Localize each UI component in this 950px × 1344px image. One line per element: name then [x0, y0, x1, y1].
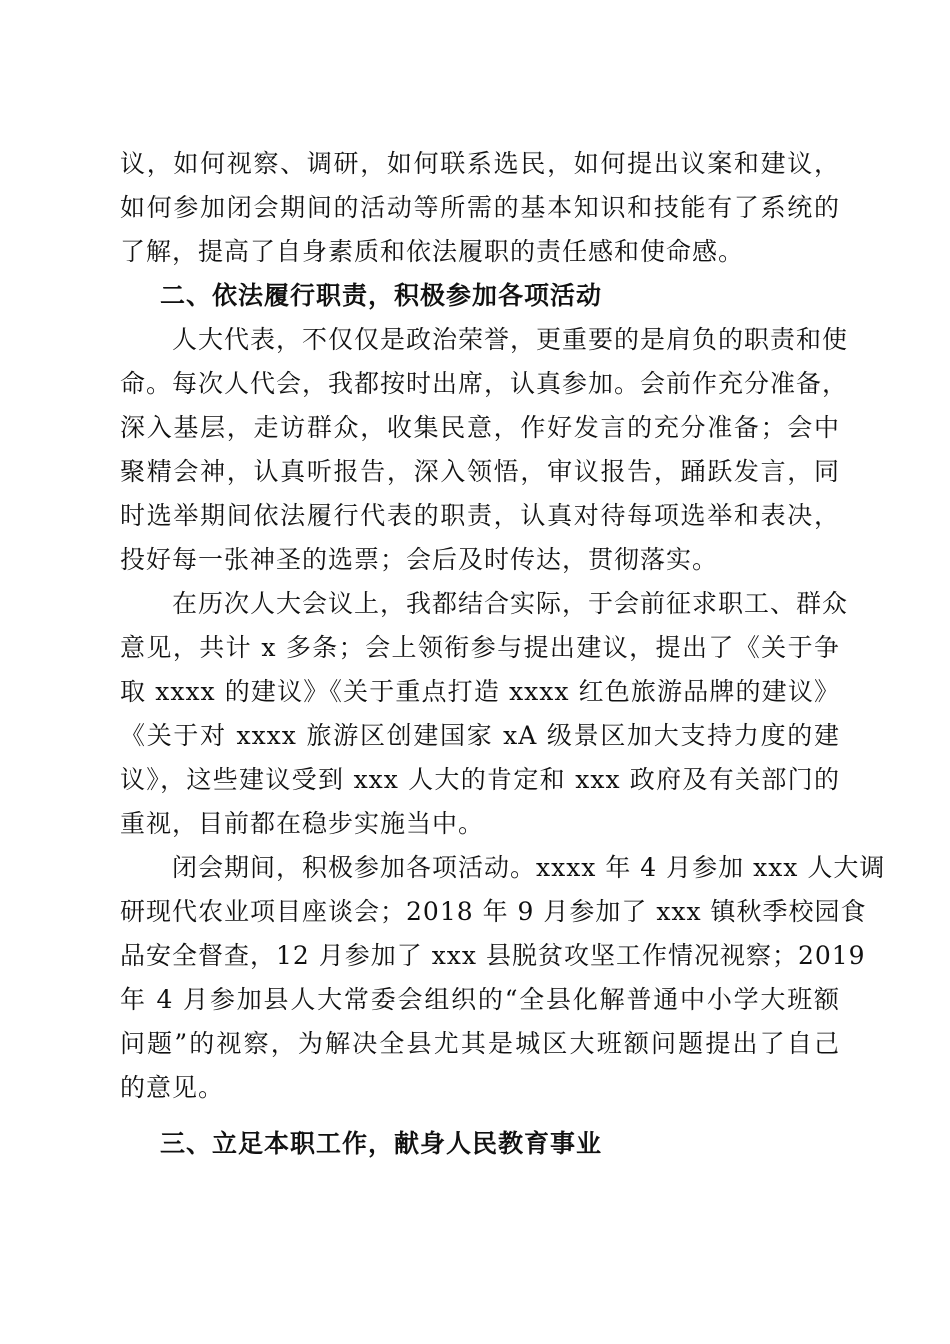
paragraph-line: 的意见。	[120, 1073, 225, 1102]
paragraph-line: 问题”的视察，为解决全县尤其是城区大班额问题提出了自己	[120, 1029, 840, 1058]
paragraph-line: 意见，共计 x 多条；会上领衔参与提出建议，提出了《关于争	[120, 633, 840, 662]
paragraph-line: 了解，提高了自身素质和依法履职的责任感和使命感。	[120, 237, 745, 266]
paragraph-line: 人大代表，不仅仅是政治荣誉，更重要的是肩负的职责和使	[120, 325, 849, 354]
paragraph-line: 闭会期间，积极参加各项活动。xxxx 年 4 月参加 xxx 人大调	[120, 853, 886, 882]
section-heading: 三、立足本职工作，献身人民教育事业	[160, 1129, 603, 1158]
paragraph-line: 研现代农业项目座谈会；2018 年 9 月参加了 xxx 镇秋季校园食	[120, 897, 867, 926]
paragraph-line: 投好每一张神圣的选票；会后及时传达，贯彻落实。	[120, 545, 719, 574]
paragraph-line: 聚精会神，认真听报告，深入领悟，审议报告，踊跃发言，同	[120, 457, 840, 486]
paragraph-line: 议，如何视察、调研，如何联系选民，如何提出议案和建议，	[120, 149, 840, 178]
paragraph-line: 在历次人大会议上，我都结合实际，于会前征求职工、群众	[120, 589, 849, 618]
paragraph-line: 取 xxxx 的建议》《关于重点打造 xxxx 红色旅游品牌的建议》	[120, 677, 840, 706]
paragraph-line: 重视，目前都在稳步实施当中。	[120, 809, 485, 838]
paragraph-line: 命。每次人代会，我都按时出席，认真参加。会前作充分准备，	[120, 369, 849, 398]
paragraph-line: 时选举期间依法履行代表的职责，认真对待每项选举和表决，	[120, 501, 840, 530]
paragraph-line: 《关于对 xxxx 旅游区创建国家 xA 级景区加大支持力度的建	[120, 721, 840, 750]
paragraph-line: 深入基层，走访群众，收集民意，作好发言的充分准备；会中	[120, 413, 840, 442]
paragraph-line: 品安全督查，12 月参加了 xxx 县脱贫攻坚工作情况视察；2019	[120, 941, 866, 970]
paragraph-line: 议》，这些建议受到 xxx 人大的肯定和 xxx 政府及有关部门的	[120, 765, 840, 794]
paragraph-line: 年 4 月参加县人大常委会组织的“全县化解普通中小学大班额	[120, 985, 840, 1014]
section-heading: 二、依法履行职责，积极参加各项活动	[160, 281, 603, 310]
paragraph-line: 如何参加闭会期间的活动等所需的基本知识和技能有了系统的	[120, 193, 840, 222]
